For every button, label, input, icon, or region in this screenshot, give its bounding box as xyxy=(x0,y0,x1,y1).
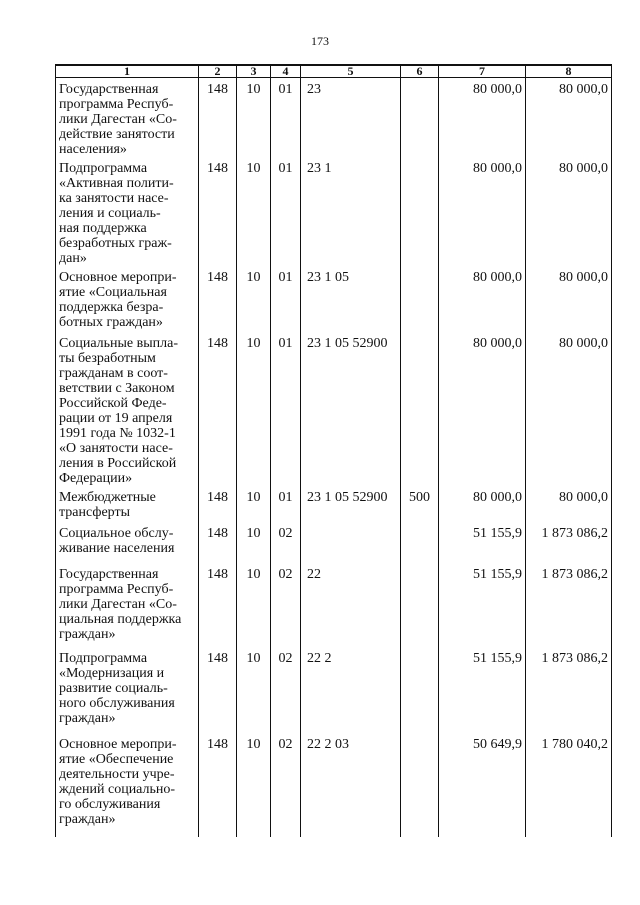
expense-type-code-cell xyxy=(401,266,439,332)
amount-2018-cell: 80 000,0 xyxy=(439,78,526,158)
subsection-code-cell: 01 xyxy=(271,266,301,332)
section-code-cell: 10 xyxy=(237,522,271,563)
column-header: 2 xyxy=(199,65,237,78)
amount-2019-cell: 80 000,0 xyxy=(526,266,612,332)
subsection-code-cell: 02 xyxy=(271,647,301,733)
amount-2019-cell: 80 000,0 xyxy=(526,486,612,522)
ministry-code-cell: 148 xyxy=(199,522,237,563)
item-name-cell xyxy=(56,647,199,733)
amount-2018-cell: 80 000,0 xyxy=(439,332,526,486)
column-header: 1 xyxy=(56,65,199,78)
section-code-cell: 10 xyxy=(237,78,271,158)
amount-2019-cell: 80 000,0 xyxy=(526,78,612,158)
page-number: 173 xyxy=(311,34,329,48)
table-row xyxy=(56,332,612,486)
amount-2019-cell: 1 780 040,2 xyxy=(526,733,612,837)
amount-2018-cell: 51 155,9 xyxy=(439,563,526,647)
target-article-code-cell: 23 1 05 xyxy=(301,266,401,332)
amount-2019-cell: 1 873 086,2 xyxy=(526,563,612,647)
amount-2018-cell: 80 000,0 xyxy=(439,157,526,266)
item-name-cell xyxy=(56,522,199,563)
ministry-code-cell: 148 xyxy=(199,332,237,486)
column-header: 5 xyxy=(301,65,401,78)
ministry-code-cell: 148 xyxy=(199,486,237,522)
amount-2018-cell: 51 155,9 xyxy=(439,522,526,563)
section-code-cell: 10 xyxy=(237,647,271,733)
item-name-text: Государственная программа Респуб- лики Дагестан «Со- действие занятости населения» xyxy=(59,82,177,157)
item-name-text: Межбюджетные трансферты xyxy=(59,490,156,520)
ministry-code-cell: 148 xyxy=(199,266,237,332)
amount-2018-cell: 80 000,0 xyxy=(439,486,526,522)
table-row xyxy=(56,266,612,332)
expense-type-code-cell xyxy=(401,157,439,266)
header-row xyxy=(56,65,612,78)
expense-type-code-cell xyxy=(401,522,439,563)
item-name-cell xyxy=(56,563,199,647)
target-article-code-cell xyxy=(301,522,401,563)
item-name-cell xyxy=(56,157,199,266)
ministry-code-cell: 148 xyxy=(199,157,237,266)
section-code-cell: 10 xyxy=(237,733,271,837)
amount-2018-cell: 51 155,9 xyxy=(439,647,526,733)
amount-2019-cell: 80 000,0 xyxy=(526,332,612,486)
amount-2019-cell: 1 873 086,2 xyxy=(526,522,612,563)
item-name-text: Подпрограмма «Модернизация и развитие социаль- ного обслуживания граждан» xyxy=(59,651,175,726)
item-name-cell xyxy=(56,486,199,522)
item-name-text: Социальное обслу- живание населения xyxy=(59,526,175,556)
item-name-cell xyxy=(56,78,199,158)
table-row xyxy=(56,563,612,647)
item-name-text: Основное меропри- ятие «Социальная поддержка безра- ботных граждан» xyxy=(59,270,177,330)
item-name-text: Государственная программа Респуб- лики Дагестан «Со- циальная поддержка граждан» xyxy=(59,567,182,642)
table-row xyxy=(56,78,612,158)
table-row xyxy=(56,647,612,733)
item-name-text: Основное меропри- ятие «Обеспечение деятельности учре- ждений социально- го обслуживания граждан» xyxy=(59,737,177,827)
item-name-cell xyxy=(56,733,199,837)
subsection-code-cell: 02 xyxy=(271,522,301,563)
expense-type-code-cell xyxy=(401,733,439,837)
expense-type-code-cell xyxy=(401,563,439,647)
item-name-text: Подпрограмма «Активная полити- ка занятости насе- ления и социаль- ная поддержка безработных граж- дан» xyxy=(59,161,174,266)
target-article-code-cell: 23 1 xyxy=(301,157,401,266)
table-row xyxy=(56,522,612,563)
item-name-cell xyxy=(56,332,199,486)
subsection-code-cell: 01 xyxy=(271,332,301,486)
section-code-cell: 10 xyxy=(237,266,271,332)
ministry-code-cell: 148 xyxy=(199,563,237,647)
target-article-code-cell: 22 2 xyxy=(301,647,401,733)
column-header: 4 xyxy=(271,65,301,78)
subsection-code-cell: 02 xyxy=(271,563,301,647)
section-code-cell: 10 xyxy=(237,332,271,486)
target-article-code-cell: 23 1 05 52900 xyxy=(301,486,401,522)
amount-2019-cell: 1 873 086,2 xyxy=(526,647,612,733)
subsection-code-cell: 01 xyxy=(271,486,301,522)
amount-2019-cell: 80 000,0 xyxy=(526,157,612,266)
subsection-code-cell: 02 xyxy=(271,733,301,837)
column-header: 3 xyxy=(237,65,271,78)
ministry-code-cell: 148 xyxy=(199,647,237,733)
column-header: 8 xyxy=(526,65,612,78)
table-row xyxy=(56,157,612,266)
amount-2018-cell: 50 649,9 xyxy=(439,733,526,837)
subsection-code-cell: 01 xyxy=(271,78,301,158)
table-row xyxy=(56,486,612,522)
section-code-cell: 10 xyxy=(237,486,271,522)
column-header: 6 xyxy=(401,65,439,78)
target-article-code-cell: 23 1 05 52900 xyxy=(301,332,401,486)
expense-type-code-cell xyxy=(401,647,439,733)
target-article-code-cell: 23 xyxy=(301,78,401,158)
target-article-code-cell: 22 2 03 xyxy=(301,733,401,837)
section-code-cell: 10 xyxy=(237,157,271,266)
column-header: 7 xyxy=(439,65,526,78)
section-code-cell: 10 xyxy=(237,563,271,647)
subsection-code-cell: 01 xyxy=(271,157,301,266)
table-row xyxy=(56,733,612,837)
budget-table xyxy=(55,64,612,837)
expense-type-code-cell xyxy=(401,332,439,486)
expense-type-code-cell: 500 xyxy=(401,486,439,522)
ministry-code-cell: 148 xyxy=(199,733,237,837)
expense-type-code-cell xyxy=(401,78,439,158)
ministry-code-cell: 148 xyxy=(199,78,237,158)
target-article-code-cell: 22 xyxy=(301,563,401,647)
item-name-cell xyxy=(56,266,199,332)
item-name-text: Социальные выпла- ты безработным гражданам в соот- ветствии с Законом Российской Феде- рации от 19 апреля 1991 года № 1032-1 «О занятости насе- ления в Российской Федерации» xyxy=(59,336,179,486)
amount-2018-cell: 80 000,0 xyxy=(439,266,526,332)
